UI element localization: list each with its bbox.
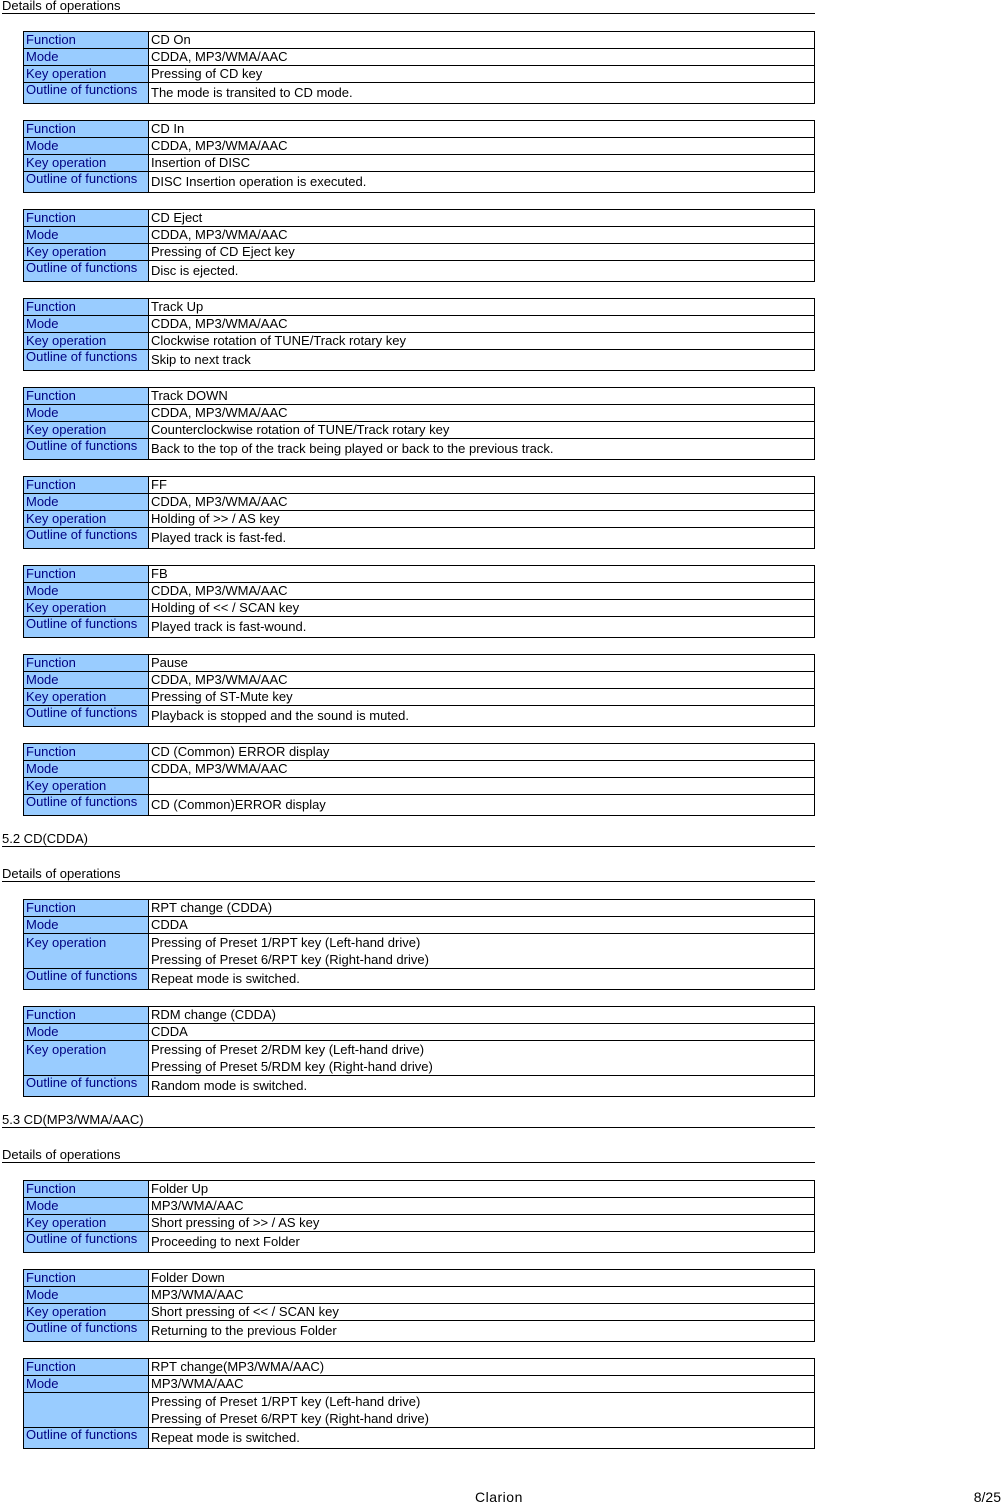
operation-table bbox=[23, 1269, 815, 1342]
outline-label: Outline of functions bbox=[24, 1076, 149, 1097]
function-label: Function bbox=[24, 566, 149, 583]
key-operation-label: Key operation bbox=[24, 934, 149, 969]
key-operation-label: Key operation bbox=[24, 511, 149, 528]
key-operation-value: Short pressing of >> / AS key bbox=[149, 1215, 815, 1232]
function-value: FB bbox=[149, 566, 815, 583]
mode-label: Mode bbox=[24, 405, 149, 422]
key-operation-line: Pressing of Preset 1/RPT key (Left-hand drive) bbox=[151, 935, 421, 950]
operation-table bbox=[23, 1180, 815, 1253]
key-operation-value: Pressing of ST-Mute key bbox=[149, 689, 815, 706]
function-value: Folder Up bbox=[149, 1181, 815, 1198]
outline-value: Repeat mode is switched. bbox=[149, 969, 815, 990]
outline-label: Outline of functions bbox=[24, 83, 149, 104]
function-value: FF bbox=[149, 477, 815, 494]
key-operation-value: Holding of >> / AS key bbox=[149, 511, 815, 528]
function-label: Function bbox=[24, 32, 149, 49]
mode-label: Mode bbox=[24, 494, 149, 511]
mode-value: CDDA, MP3/WMA/AAC bbox=[149, 583, 815, 600]
operation-table bbox=[23, 298, 815, 371]
key-operation-line: Pressing of Preset 6/RPT key (Right-hand drive) bbox=[151, 952, 429, 967]
mode-label: Mode bbox=[24, 1024, 149, 1041]
mode-value: CDDA, MP3/WMA/AAC bbox=[149, 316, 815, 333]
key-operation-label: Key operation bbox=[24, 1215, 149, 1232]
mode-value: CDDA, MP3/WMA/AAC bbox=[149, 405, 815, 422]
key-operation-label: Key operation bbox=[24, 1041, 149, 1076]
function-label: Function bbox=[24, 655, 149, 672]
outline-label: Outline of functions bbox=[24, 1428, 149, 1449]
details-heading: Details of operations bbox=[2, 1149, 815, 1163]
operation-table bbox=[23, 387, 815, 460]
section-heading-cdda: 5.2 CD(CDDA) bbox=[2, 833, 815, 847]
mode-label: Mode bbox=[24, 316, 149, 333]
operation-table bbox=[23, 1358, 815, 1449]
outline-label: Outline of functions bbox=[24, 969, 149, 990]
operation-table bbox=[23, 120, 815, 193]
outline-label: Outline of functions bbox=[24, 528, 149, 549]
outline-label: Outline of functions bbox=[24, 1232, 149, 1253]
key-operation-value: Insertion of DISC bbox=[149, 155, 815, 172]
mode-label: Mode bbox=[24, 49, 149, 66]
mode-label: Mode bbox=[24, 1376, 149, 1393]
mode-value: CDDA bbox=[149, 917, 815, 934]
key-operation-line: Pressing of Preset 2/RDM key (Left-hand drive) bbox=[151, 1042, 425, 1057]
function-value: RPT change (CDDA) bbox=[149, 900, 815, 917]
footer-brand: Clarion bbox=[475, 1489, 523, 1505]
outline-value: Repeat mode is switched. bbox=[149, 1428, 815, 1449]
mode-label: Mode bbox=[24, 1287, 149, 1304]
function-value: CD On bbox=[149, 32, 815, 49]
mode-label: Mode bbox=[24, 583, 149, 600]
key-operation-value bbox=[149, 1041, 815, 1076]
outline-value: Random mode is switched. bbox=[149, 1076, 815, 1097]
outline-value: CD (Common)ERROR display bbox=[149, 795, 815, 816]
key-operation-line: Pressing of Preset 6/RPT key (Right-hand drive) bbox=[151, 1411, 429, 1426]
function-label: Function bbox=[24, 210, 149, 227]
mode-value: CDDA bbox=[149, 1024, 815, 1041]
key-operation-line: Pressing of Preset 5/RDM key (Right-hand drive) bbox=[151, 1059, 433, 1074]
key-operation-label: Key operation bbox=[24, 600, 149, 617]
key-operation-label: Key operation bbox=[24, 244, 149, 261]
key-operation-value: Clockwise rotation of TUNE/Track rotary key bbox=[149, 333, 815, 350]
operation-table bbox=[23, 743, 815, 816]
key-operation-value bbox=[149, 778, 815, 795]
mode-label: Mode bbox=[24, 227, 149, 244]
outline-value: Skip to next track bbox=[149, 350, 815, 371]
key-operation-label: Key operation bbox=[24, 155, 149, 172]
outline-label: Outline of functions bbox=[24, 172, 149, 193]
outline-label: Outline of functions bbox=[24, 350, 149, 371]
outline-label: Outline of functions bbox=[24, 706, 149, 727]
key-operation-label bbox=[24, 1393, 149, 1428]
mode-value: CDDA, MP3/WMA/AAC bbox=[149, 494, 815, 511]
key-operation-value bbox=[149, 1393, 815, 1428]
function-value: Pause bbox=[149, 655, 815, 672]
outline-label: Outline of functions bbox=[24, 261, 149, 282]
mode-label: Mode bbox=[24, 917, 149, 934]
function-label: Function bbox=[24, 1359, 149, 1376]
operation-table bbox=[23, 476, 815, 549]
outline-label: Outline of functions bbox=[24, 617, 149, 638]
outline-value: Playback is stopped and the sound is muted. bbox=[149, 706, 815, 727]
key-operation-label: Key operation bbox=[24, 778, 149, 795]
function-value: CD In bbox=[149, 121, 815, 138]
function-value: RDM change (CDDA) bbox=[149, 1007, 815, 1024]
function-label: Function bbox=[24, 744, 149, 761]
key-operation-label: Key operation bbox=[24, 1304, 149, 1321]
key-operation-line: Pressing of Preset 1/RPT key (Left-hand drive) bbox=[151, 1394, 421, 1409]
mode-value: CDDA, MP3/WMA/AAC bbox=[149, 761, 815, 778]
mode-value: CDDA, MP3/WMA/AAC bbox=[149, 672, 815, 689]
key-operation-value bbox=[149, 934, 815, 969]
details-heading: Details of operations bbox=[2, 0, 815, 14]
outline-value: Played track is fast-fed. bbox=[149, 528, 815, 549]
outline-value: Returning to the previous Folder bbox=[149, 1321, 815, 1342]
mode-value: MP3/WMA/AAC bbox=[149, 1376, 815, 1393]
operation-table bbox=[23, 565, 815, 638]
key-operation-value: Pressing of CD Eject key bbox=[149, 244, 815, 261]
outline-value: Proceeding to next Folder bbox=[149, 1232, 815, 1253]
key-operation-label: Key operation bbox=[24, 333, 149, 350]
operation-table bbox=[23, 899, 815, 990]
operation-table bbox=[23, 1006, 815, 1097]
operation-table bbox=[23, 209, 815, 282]
function-value: Track DOWN bbox=[149, 388, 815, 405]
function-value: Track Up bbox=[149, 299, 815, 316]
function-label: Function bbox=[24, 1181, 149, 1198]
outline-value: The mode is transited to CD mode. bbox=[149, 83, 815, 104]
mode-value: MP3/WMA/AAC bbox=[149, 1287, 815, 1304]
mode-label: Mode bbox=[24, 672, 149, 689]
key-operation-label: Key operation bbox=[24, 66, 149, 83]
details-heading: Details of operations bbox=[2, 868, 815, 882]
outline-value: Disc is ejected. bbox=[149, 261, 815, 282]
outline-label: Outline of functions bbox=[24, 1321, 149, 1342]
key-operation-label: Key operation bbox=[24, 422, 149, 439]
page-number: 8/25 bbox=[973, 1489, 1001, 1505]
mode-value: CDDA, MP3/WMA/AAC bbox=[149, 138, 815, 155]
key-operation-label: Key operation bbox=[24, 689, 149, 706]
function-label: Function bbox=[24, 1270, 149, 1287]
function-label: Function bbox=[24, 388, 149, 405]
function-label: Function bbox=[24, 477, 149, 494]
function-value: CD Eject bbox=[149, 210, 815, 227]
function-label: Function bbox=[24, 1007, 149, 1024]
outline-value: DISC Insertion operation is executed. bbox=[149, 172, 815, 193]
outline-label: Outline of functions bbox=[24, 439, 149, 460]
function-label: Function bbox=[24, 299, 149, 316]
mode-label: Mode bbox=[24, 1198, 149, 1215]
operation-table bbox=[23, 31, 815, 104]
mode-value: CDDA, MP3/WMA/AAC bbox=[149, 49, 815, 66]
function-value: RPT change(MP3/WMA/AAC) bbox=[149, 1359, 815, 1376]
outline-value: Played track is fast-wound. bbox=[149, 617, 815, 638]
function-label: Function bbox=[24, 900, 149, 917]
section-heading-mp3: 5.3 CD(MP3/WMA/AAC) bbox=[2, 1114, 815, 1128]
outline-value: Back to the top of the track being played or back to the previous track. bbox=[149, 439, 815, 460]
mode-value: MP3/WMA/AAC bbox=[149, 1198, 815, 1215]
function-value: CD (Common) ERROR display bbox=[149, 744, 815, 761]
key-operation-value: Short pressing of << / SCAN key bbox=[149, 1304, 815, 1321]
key-operation-value: Holding of << / SCAN key bbox=[149, 600, 815, 617]
function-value: Folder Down bbox=[149, 1270, 815, 1287]
mode-value: CDDA, MP3/WMA/AAC bbox=[149, 227, 815, 244]
function-label: Function bbox=[24, 121, 149, 138]
key-operation-value: Pressing of CD key bbox=[149, 66, 815, 83]
operation-table bbox=[23, 654, 815, 727]
outline-label: Outline of functions bbox=[24, 795, 149, 816]
mode-label: Mode bbox=[24, 138, 149, 155]
mode-label: Mode bbox=[24, 761, 149, 778]
key-operation-value: Counterclockwise rotation of TUNE/Track rotary key bbox=[149, 422, 815, 439]
